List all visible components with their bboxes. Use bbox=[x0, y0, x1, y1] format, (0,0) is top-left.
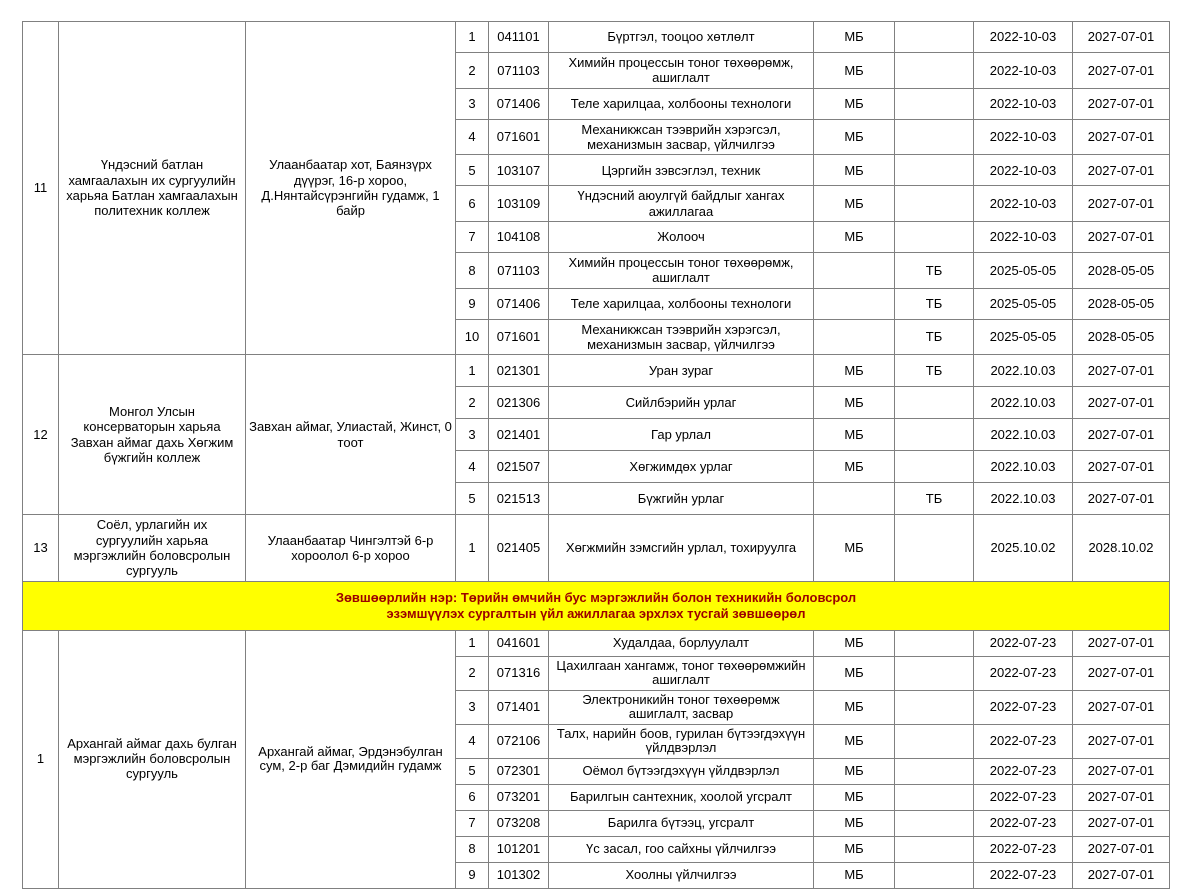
program-no-cell: 3 bbox=[456, 419, 489, 451]
program-no-cell: 1 bbox=[456, 355, 489, 387]
school-address-cell: Завхан аймаг, Улиастай, Жинст, 0 тоот bbox=[246, 355, 456, 515]
program-no-cell: 2 bbox=[456, 387, 489, 419]
license-end-date-cell: 2027-07-01 bbox=[1073, 419, 1170, 451]
license-end-date-cell: 2028-05-05 bbox=[1073, 252, 1170, 288]
program-no-cell: 1 bbox=[456, 630, 489, 656]
program-no-cell: 5 bbox=[456, 758, 489, 784]
license-start-date-cell: 2022.10.03 bbox=[974, 483, 1073, 515]
program-title-cell: Оёмол бүтээгдэхүүн үйлдвэрлэл bbox=[549, 758, 814, 784]
program-code-cell: 021513 bbox=[489, 483, 549, 515]
program-code-cell: 021306 bbox=[489, 387, 549, 419]
mb-flag-cell: МБ bbox=[814, 515, 895, 581]
tb-flag-cell: ТБ bbox=[895, 319, 974, 355]
school-name-cell: Соёл, урлагийн их сургуулийн харьяа мэргэжлийн боловсролын сургууль bbox=[59, 515, 246, 581]
license-end-date-cell: 2027-07-01 bbox=[1073, 155, 1170, 186]
tb-flag-cell: ТБ bbox=[895, 355, 974, 387]
school-name-cell: Монгол Улсын консерваторын харьяа Завхан аймаг дахь Хөгжим бүжгийн коллеж bbox=[59, 355, 246, 515]
program-title-cell: Хөгжимдөх урлаг bbox=[549, 451, 814, 483]
mb-flag-cell: МБ bbox=[814, 862, 895, 888]
license-start-date-cell: 2025-05-05 bbox=[974, 288, 1073, 319]
program-code-cell: 021401 bbox=[489, 419, 549, 451]
school-address-cell: Улаанбаатар хот, Баянзүрх дүүрэг, 16-р хороо, Д.Нянтайсүрэнгийн гудамж, 1 байр bbox=[246, 22, 456, 355]
program-no-cell: 9 bbox=[456, 288, 489, 319]
program-title-cell: Үс засал, гоо сайхны үйлчилгээ bbox=[549, 836, 814, 862]
mb-flag-cell: МБ bbox=[814, 355, 895, 387]
program-title-cell: Бүртгэл, тооцоо хөтлөлт bbox=[549, 22, 814, 53]
program-code-cell: 071406 bbox=[489, 288, 549, 319]
license-start-date-cell: 2022-10-03 bbox=[974, 119, 1073, 155]
program-title-cell: Гар урлал bbox=[549, 419, 814, 451]
tb-flag-cell bbox=[895, 387, 974, 419]
program-title-cell: Бүжгийн урлаг bbox=[549, 483, 814, 515]
program-title-cell: Химийн процессын тоног төхөөрөмж, ашиглалт bbox=[549, 252, 814, 288]
license-start-date-cell: 2025-05-05 bbox=[974, 252, 1073, 288]
license-start-date-cell: 2022.10.03 bbox=[974, 419, 1073, 451]
mb-flag-cell: МБ bbox=[814, 630, 895, 656]
tb-flag-cell bbox=[895, 724, 974, 758]
program-no-cell: 6 bbox=[456, 784, 489, 810]
license-end-date-cell: 2027-07-01 bbox=[1073, 758, 1170, 784]
program-code-cell: 021405 bbox=[489, 515, 549, 581]
group-number-cell: 13 bbox=[23, 515, 59, 581]
program-code-cell: 071316 bbox=[489, 656, 549, 690]
program-title-cell: Барилгын сантехник, хоолой угсралт bbox=[549, 784, 814, 810]
program-no-cell: 7 bbox=[456, 810, 489, 836]
license-end-date-cell: 2027-07-01 bbox=[1073, 836, 1170, 862]
license-end-date-cell: 2028-05-05 bbox=[1073, 319, 1170, 355]
mb-flag-cell: МБ bbox=[814, 155, 895, 186]
license-start-date-cell: 2022-07-23 bbox=[974, 630, 1073, 656]
license-start-date-cell: 2022-07-23 bbox=[974, 836, 1073, 862]
school-name-cell: Архангай аймаг дахь булган мэргэжлийн боловсролын сургууль bbox=[59, 630, 246, 888]
mb-flag-cell: МБ bbox=[814, 88, 895, 119]
program-title-cell: Химийн процессын тоног төхөөрөмж, ашиглалт bbox=[549, 53, 814, 89]
tb-flag-cell bbox=[895, 862, 974, 888]
program-no-cell: 1 bbox=[456, 515, 489, 581]
program-title-cell: Уран зураг bbox=[549, 355, 814, 387]
tb-flag-cell bbox=[895, 22, 974, 53]
tb-flag-cell bbox=[895, 836, 974, 862]
license-table bbox=[22, 21, 1170, 889]
program-no-cell: 10 bbox=[456, 319, 489, 355]
tb-flag-cell: ТБ bbox=[895, 252, 974, 288]
mb-flag-cell bbox=[814, 483, 895, 515]
banner-line-2: эзэмшүүлэх сургалтын үйл ажиллагаа эрхлэх тусгай зөвшөөрөл bbox=[386, 605, 806, 621]
program-title-cell: Хоолны үйлчилгээ bbox=[549, 862, 814, 888]
license-end-date-cell: 2027-07-01 bbox=[1073, 724, 1170, 758]
program-code-cell: 073201 bbox=[489, 784, 549, 810]
program-no-cell: 6 bbox=[456, 186, 489, 222]
program-code-cell: 071406 bbox=[489, 88, 549, 119]
program-title-cell: Теле харилцаа, холбооны технологи bbox=[549, 88, 814, 119]
license-end-date-cell: 2028.10.02 bbox=[1073, 515, 1170, 581]
license-start-date-cell: 2022-07-23 bbox=[974, 784, 1073, 810]
license-banner-cell bbox=[23, 581, 1170, 630]
program-title-cell: Электроникийн тоног төхөөрөмж ашиглалт, засвар bbox=[549, 690, 814, 724]
mb-flag-cell: МБ bbox=[814, 22, 895, 53]
program-code-cell: 021507 bbox=[489, 451, 549, 483]
program-title-cell: Сийлбэрийн урлаг bbox=[549, 387, 814, 419]
tb-flag-cell: ТБ bbox=[895, 483, 974, 515]
license-start-date-cell: 2022-07-23 bbox=[974, 758, 1073, 784]
tb-flag-cell bbox=[895, 784, 974, 810]
tb-flag-cell: ТБ bbox=[895, 288, 974, 319]
program-code-cell: 021301 bbox=[489, 355, 549, 387]
mb-flag-cell: МБ bbox=[814, 690, 895, 724]
program-code-cell: 071103 bbox=[489, 53, 549, 89]
program-title-cell: Цахилгаан хангамж, тоног төхөөрөмжийн ашиглалт bbox=[549, 656, 814, 690]
program-title-cell: Худалдаа, борлуулалт bbox=[549, 630, 814, 656]
program-code-cell: 041601 bbox=[489, 630, 549, 656]
program-title-cell: Үндэсний аюулгүй байдлыг хангах ажиллагаа bbox=[549, 186, 814, 222]
school-address-cell: Архангай аймаг, Эрдэнэбулган сум, 2-р баг Дэмидийн гудамж bbox=[246, 630, 456, 888]
tb-flag-cell bbox=[895, 53, 974, 89]
mb-flag-cell: МБ bbox=[814, 784, 895, 810]
tb-flag-cell bbox=[895, 186, 974, 222]
tb-flag-cell bbox=[895, 88, 974, 119]
tb-flag-cell bbox=[895, 630, 974, 656]
program-code-cell: 041101 bbox=[489, 22, 549, 53]
program-no-cell: 4 bbox=[456, 724, 489, 758]
license-end-date-cell: 2027-07-01 bbox=[1073, 355, 1170, 387]
program-no-cell: 3 bbox=[456, 88, 489, 119]
tb-flag-cell bbox=[895, 758, 974, 784]
program-code-cell: 071601 bbox=[489, 119, 549, 155]
program-no-cell: 8 bbox=[456, 836, 489, 862]
license-start-date-cell: 2025.10.02 bbox=[974, 515, 1073, 581]
program-no-cell: 7 bbox=[456, 221, 489, 252]
program-no-cell: 3 bbox=[456, 690, 489, 724]
tb-flag-cell bbox=[895, 119, 974, 155]
mb-flag-cell bbox=[814, 319, 895, 355]
license-start-date-cell: 2022.10.03 bbox=[974, 355, 1073, 387]
program-title-cell: Механикжсан тээврийн хэрэгсэл, механизмын засвар, үйлчилгээ bbox=[549, 119, 814, 155]
program-code-cell: 103107 bbox=[489, 155, 549, 186]
tb-flag-cell bbox=[895, 451, 974, 483]
program-code-cell: 071401 bbox=[489, 690, 549, 724]
mb-flag-cell: МБ bbox=[814, 119, 895, 155]
program-title-cell: Жолооч bbox=[549, 221, 814, 252]
mb-flag-cell: МБ bbox=[814, 724, 895, 758]
program-code-cell: 101302 bbox=[489, 862, 549, 888]
license-start-date-cell: 2022.10.03 bbox=[974, 387, 1073, 419]
group-number-cell: 12 bbox=[23, 355, 59, 515]
program-row bbox=[23, 630, 1170, 656]
license-end-date-cell: 2027-07-01 bbox=[1073, 53, 1170, 89]
license-start-date-cell: 2022-10-03 bbox=[974, 155, 1073, 186]
tb-flag-cell bbox=[895, 656, 974, 690]
mb-flag-cell: МБ bbox=[814, 836, 895, 862]
license-start-date-cell: 2022-10-03 bbox=[974, 88, 1073, 119]
program-no-cell: 9 bbox=[456, 862, 489, 888]
mb-flag-cell bbox=[814, 288, 895, 319]
program-no-cell: 2 bbox=[456, 53, 489, 89]
license-end-date-cell: 2028-05-05 bbox=[1073, 288, 1170, 319]
program-code-cell: 071601 bbox=[489, 319, 549, 355]
license-end-date-cell: 2027-07-01 bbox=[1073, 119, 1170, 155]
mb-flag-cell: МБ bbox=[814, 186, 895, 222]
program-no-cell: 8 bbox=[456, 252, 489, 288]
tb-flag-cell bbox=[895, 690, 974, 724]
license-start-date-cell: 2022-10-03 bbox=[974, 186, 1073, 222]
tb-flag-cell bbox=[895, 810, 974, 836]
tb-flag-cell bbox=[895, 155, 974, 186]
license-end-date-cell: 2027-07-01 bbox=[1073, 483, 1170, 515]
program-code-cell: 071103 bbox=[489, 252, 549, 288]
program-no-cell: 2 bbox=[456, 656, 489, 690]
program-title-cell: Теле харилцаа, холбооны технологи bbox=[549, 288, 814, 319]
license-end-date-cell: 2027-07-01 bbox=[1073, 784, 1170, 810]
program-title-cell: Цэргийн зэвсэглэл, техник bbox=[549, 155, 814, 186]
license-end-date-cell: 2027-07-01 bbox=[1073, 186, 1170, 222]
program-row bbox=[23, 355, 1170, 387]
group-number-cell: 11 bbox=[23, 22, 59, 355]
license-end-date-cell: 2027-07-01 bbox=[1073, 387, 1170, 419]
group-number-cell: 1 bbox=[23, 630, 59, 888]
license-start-date-cell: 2022-07-23 bbox=[974, 656, 1073, 690]
program-title-cell: Механикжсан тээврийн хэрэгсэл, механизмын засвар, үйлчилгээ bbox=[549, 319, 814, 355]
tb-flag-cell bbox=[895, 419, 974, 451]
license-start-date-cell: 2022-10-03 bbox=[974, 221, 1073, 252]
license-end-date-cell: 2027-07-01 bbox=[1073, 451, 1170, 483]
tb-flag-cell bbox=[895, 515, 974, 581]
program-code-cell: 104108 bbox=[489, 221, 549, 252]
license-end-date-cell: 2027-07-01 bbox=[1073, 862, 1170, 888]
license-start-date-cell: 2022-07-23 bbox=[974, 810, 1073, 836]
program-no-cell: 4 bbox=[456, 119, 489, 155]
license-end-date-cell: 2027-07-01 bbox=[1073, 630, 1170, 656]
program-no-cell: 5 bbox=[456, 155, 489, 186]
mb-flag-cell: МБ bbox=[814, 221, 895, 252]
school-address-cell: Улаанбаатар Чингэлтэй 6-р хороолол 6-р хороо bbox=[246, 515, 456, 581]
program-no-cell: 1 bbox=[456, 22, 489, 53]
mb-flag-cell: МБ bbox=[814, 758, 895, 784]
mb-flag-cell: МБ bbox=[814, 810, 895, 836]
program-no-cell: 4 bbox=[456, 451, 489, 483]
program-code-cell: 073208 bbox=[489, 810, 549, 836]
program-title-cell: Хөгжмийн зэмсгийн урлал, тохируулга bbox=[549, 515, 814, 581]
mb-flag-cell bbox=[814, 252, 895, 288]
program-no-cell: 5 bbox=[456, 483, 489, 515]
program-row bbox=[23, 22, 1170, 53]
license-end-date-cell: 2027-07-01 bbox=[1073, 221, 1170, 252]
license-start-date-cell: 2022-07-23 bbox=[974, 862, 1073, 888]
program-title-cell: Талх, нарийн боов, гурилан бүтээгдэхүүн үйлдвэрлэл bbox=[549, 724, 814, 758]
program-code-cell: 072301 bbox=[489, 758, 549, 784]
program-code-cell: 101201 bbox=[489, 836, 549, 862]
license-start-date-cell: 2022-07-23 bbox=[974, 724, 1073, 758]
mb-flag-cell: МБ bbox=[814, 419, 895, 451]
license-start-date-cell: 2022.10.03 bbox=[974, 451, 1073, 483]
banner-line-1: Зөвшөөрлийн нэр: Төрийн өмчийн бус мэргэжлийн болон техникийн боловсрол bbox=[335, 590, 857, 606]
license-end-date-cell: 2027-07-01 bbox=[1073, 690, 1170, 724]
program-row bbox=[23, 515, 1170, 581]
license-end-date-cell: 2027-07-01 bbox=[1073, 656, 1170, 690]
license-start-date-cell: 2025-05-05 bbox=[974, 319, 1073, 355]
document-page bbox=[22, 21, 1170, 889]
program-code-cell: 072106 bbox=[489, 724, 549, 758]
license-start-date-cell: 2022-10-03 bbox=[974, 22, 1073, 53]
license-table-body bbox=[23, 22, 1170, 889]
program-title-cell: Барилга бүтээц, угсралт bbox=[549, 810, 814, 836]
license-banner-row bbox=[23, 581, 1170, 630]
school-name-cell: Үндэсний батлан хамгаалахын их сургуулийн харьяа Батлан хамгаалахын политехник коллеж bbox=[59, 22, 246, 355]
mb-flag-cell: МБ bbox=[814, 656, 895, 690]
license-end-date-cell: 2027-07-01 bbox=[1073, 810, 1170, 836]
mb-flag-cell: МБ bbox=[814, 387, 895, 419]
tb-flag-cell bbox=[895, 221, 974, 252]
license-start-date-cell: 2022-10-03 bbox=[974, 53, 1073, 89]
license-start-date-cell: 2022-07-23 bbox=[974, 690, 1073, 724]
mb-flag-cell: МБ bbox=[814, 451, 895, 483]
mb-flag-cell: МБ bbox=[814, 53, 895, 89]
license-end-date-cell: 2027-07-01 bbox=[1073, 22, 1170, 53]
license-end-date-cell: 2027-07-01 bbox=[1073, 88, 1170, 119]
program-code-cell: 103109 bbox=[489, 186, 549, 222]
